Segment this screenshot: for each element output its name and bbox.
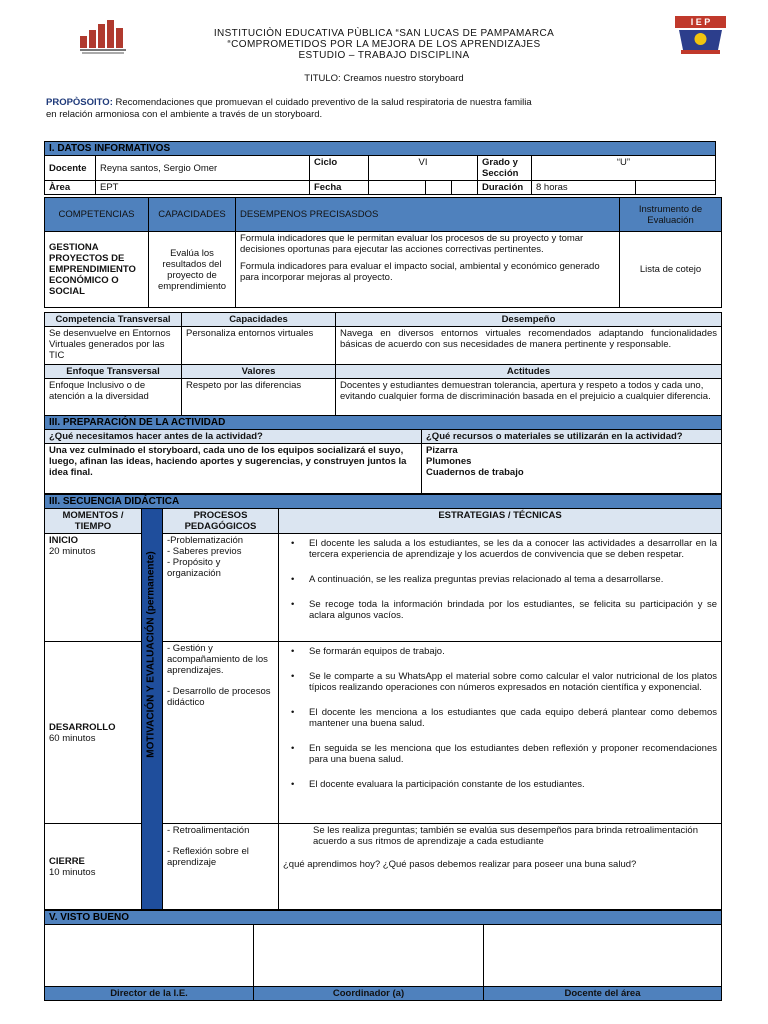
- valores-value: Respeto por las diferencias: [182, 379, 336, 417]
- h-capacidades-t: Capacidades: [182, 313, 336, 327]
- q-recursos: ¿Qué recursos o materiales se utilizarán en la actividad?: [422, 430, 722, 444]
- h-momentos: MOMENTOS / TIEMPO: [45, 509, 142, 534]
- h-procesos: PROCESOS PEDAGÓGICOS: [163, 509, 279, 534]
- secuencia-section-header: III. SECUENCIA DIDÁCTICA: [45, 495, 722, 509]
- preparacion-section-header: III. PREPARACIÓN DE LA ACTIVIDAD: [45, 416, 722, 430]
- firma-box: [254, 925, 484, 987]
- title-value: Creamos nuestro storyboard: [343, 73, 464, 84]
- purpose-text: Recomendaciones que promuevan el cuidado preventivo de la salud respiratoria de nuestra familia: [115, 97, 532, 108]
- inicio-estrategias: [279, 534, 722, 642]
- visto-bueno-table: [44, 910, 722, 1001]
- proceso-item: - Retroalimentación: [167, 825, 250, 836]
- cierre-label: CIERRE: [49, 855, 85, 867]
- a-antes: Una vez culminado el storyboard, cada uno de los equipos socializará el suyo, luego, afinan las ideas, haciendo aportes y sugerencias, y construyen juntos la idea final.: [45, 444, 422, 494]
- datos-table: [44, 141, 716, 195]
- proceso-item: - Desarrollo de procesos didáctico: [167, 686, 271, 708]
- q-antes: ¿Qué necesitamos hacer antes de la actividad?: [45, 430, 422, 444]
- firma-box: [484, 925, 722, 987]
- estrategia-item: • El docente evaluara la participación constante de los estudiantes.: [283, 779, 717, 790]
- capacidad-value: Evalúa los resultados del proyecto de emprendimiento: [149, 232, 236, 308]
- fecha-cell: [425, 181, 451, 195]
- capacidad-transversal-value: Personaliza entornos virtuales: [182, 327, 336, 365]
- purpose-block: [46, 97, 696, 121]
- datos-section-header: I. DATOS INFORMATIVOS: [45, 142, 716, 156]
- h-actitudes: Actitudes: [336, 365, 722, 379]
- desarrollo-cell: [45, 642, 142, 824]
- cierre-estrategias: [279, 824, 722, 910]
- title-label: TITULO:: [304, 73, 341, 84]
- h-desempenos: DESEMPENOS PRECISASDOS: [236, 198, 620, 232]
- inicio-cell: [45, 534, 142, 642]
- motivacion-vertical-bar: [142, 509, 163, 910]
- inicio-procesos: [163, 534, 279, 642]
- desarrollo-procesos: [163, 642, 279, 824]
- visto-bueno-section-header: V. VISTO BUENO: [45, 911, 722, 925]
- transversal-table: [44, 312, 722, 417]
- recurso-item: Pizarra: [426, 445, 458, 456]
- inicio-time: 20 minutos: [49, 546, 96, 557]
- competencia-transversal-value: Se desenvuelve en Entornos Virtuales generados por las TIC: [45, 327, 182, 365]
- instrumento-value: Lista de cotejo: [620, 232, 722, 308]
- ciclo-value: VI: [369, 156, 478, 181]
- duracion-label: Duración: [478, 181, 532, 195]
- desempeno-transversal-value: Navega en diversos entornos virtuales recomendados adaptando funcionalidades básicas de acuerdo con sus necesidades de manera pertinente y responsable.: [336, 327, 722, 365]
- competencia-value: GESTIONA PROYECTOS DE EMPRENDIMIENTO ECONÓMICO O SOCIAL: [45, 232, 149, 308]
- school-name: INSTITUCIÒN EDUCATIVA PÙBLICA “SAN LUCAS DE PAMPAMARCA: [213, 28, 555, 39]
- docente-label: Docente: [45, 156, 96, 181]
- fecha-cell: [369, 181, 426, 195]
- competencias-table: [44, 197, 722, 308]
- duracion-empty: [636, 181, 716, 195]
- grado-value: “U”: [532, 156, 716, 181]
- estrategia-item: Se les realiza preguntas; también se evalúa sus desempeños para brinda retroalimentación acuerdo a sus ritmos de aprendizaje a cada estudiante: [313, 825, 698, 847]
- h-competencias: COMPETENCIAS: [45, 198, 149, 232]
- desempeno-1: Formula indicadores que le permitan evaluar los procesos de su proyecto y tomar decisiones oportunas para ejecutar las acciones correctivas pertinentes.: [240, 233, 584, 255]
- estrategia-item: • A continuación, se les realiza preguntas previas relacionado al tema a desarrollarse.: [283, 574, 717, 585]
- estrategia-item: • Se recoge toda la información brindada por los estudiantes, se felicita su participación y se aclara algunos vacíos.: [283, 599, 717, 621]
- inicio-label: INICIO: [49, 535, 79, 546]
- area-value: EPT: [96, 181, 310, 195]
- h-competencia-transversal: Competencia Transversal: [45, 313, 182, 327]
- desempenos-cell: [236, 232, 620, 308]
- cierre-cell: [45, 824, 142, 910]
- estrategia-item: • Se formarán equipos de trabajo.: [283, 646, 717, 657]
- h-estrategias: ESTRATEGIAS / TÉCNICAS: [279, 509, 722, 534]
- estrategia-item: ¿qué aprendimos hoy? ¿Qué pasos debemos realizar para poseer una buna salud?: [283, 859, 637, 870]
- enfoque-value: Enfoque Inclusivo o de atención a la diversidad: [45, 379, 182, 417]
- desempeno-2: Formula indicadores para evaluar el impacto social, ambiental y económico generado para incorporar mejoras al proyecto.: [240, 261, 600, 283]
- recursos-list: [422, 444, 722, 494]
- cierre-time: 10 minutos: [49, 866, 96, 878]
- preparacion-table: [44, 415, 722, 494]
- h-enfoque-transversal: Enfoque Transversal: [45, 365, 182, 379]
- purpose-label: PROPÒSOITO:: [46, 97, 113, 108]
- proceso-item: - Gestión y acompañamiento de los aprendizajes.: [167, 643, 268, 676]
- area-label: Àrea: [45, 181, 96, 195]
- actitudes-value: Docentes y estudiantes demuestran tolerancia, apertura y respeto a todos y cada uno, evitando cualquier forma de discriminación basada en el prejuicio a cualquier diferencia.: [336, 379, 722, 417]
- ciclo-label: Ciclo: [310, 156, 369, 181]
- firma-docente-label: Docente del área: [484, 987, 722, 1001]
- duracion-value: 8 horas: [532, 181, 636, 195]
- h-valores: Valores: [182, 365, 336, 379]
- estrategia-item: • El docente les saluda a los estudiantes, se les da a conocer las actividades a desarrollar en la tercera experiencia de aprendizaje y los acuerdos de convivencia que se deben respetar.: [283, 538, 717, 560]
- firma-coordinador-label: Coordinador (a): [254, 987, 484, 1001]
- proceso-item: -Problematización: [167, 535, 244, 546]
- firma-director-label: Director de la I.E.: [45, 987, 254, 1001]
- recurso-item: Cuadernos de trabajo: [426, 467, 524, 478]
- fecha-label: Fecha: [310, 181, 369, 195]
- desarrollo-estrategias: [279, 642, 722, 824]
- title-line: [0, 73, 768, 84]
- school-values: ESTUDIO – TRABAJO DISCIPLINA: [298, 50, 470, 61]
- school-motto: “COMPROMETIDOS POR LA MEJORA DE LOS APRENDIZAJES: [227, 39, 541, 50]
- proceso-item: - Reflexión sobre el aprendizaje: [167, 846, 249, 868]
- h-instrumento: Instrumento de Evaluación: [620, 198, 722, 232]
- estrategia-item: • El docente les menciona a los estudiantes que cada equipo deberá plantear como debemos mantener una buena salud.: [283, 707, 717, 729]
- firma-box: [45, 925, 254, 987]
- proceso-item: - Saberes previos: [167, 546, 242, 557]
- estrategia-item: • Se le comparte a su WhatsApp el material sobre como calcular el valor nutricional de los platos típicos realizando operaciones con números expresados en notación científica y exponencial.: [283, 671, 717, 693]
- h-desempeno-t: Desempeño: [336, 313, 722, 327]
- docente-value: Reyna santos, Sergio Omer: [96, 156, 310, 181]
- purpose-text-2: en relación armoniosa con el ambiente a través de un storyboard.: [46, 109, 323, 120]
- desarrollo-label: DESARROLLO: [49, 721, 116, 733]
- proceso-item: - Propósito y organización: [167, 557, 221, 579]
- fecha-cell: [451, 181, 477, 195]
- desarrollo-time: 60 minutos: [49, 732, 96, 744]
- motivacion-vertical-label: MOTIVACIÓN Y EVALUACIÓN (permanente): [145, 551, 157, 758]
- estrategia-item: • En seguida se les menciona que los estudiantes deben reflexión y proponer recomendaciones para una buena salud.: [283, 743, 717, 765]
- recurso-item: Plumones: [426, 456, 472, 467]
- grado-label: Grado y Sección: [478, 156, 532, 181]
- cierre-procesos: [163, 824, 279, 910]
- secuencia-table: [44, 494, 722, 910]
- logo-iep-text: I E P: [690, 17, 711, 27]
- h-capacidades: CAPACIDADES: [149, 198, 236, 232]
